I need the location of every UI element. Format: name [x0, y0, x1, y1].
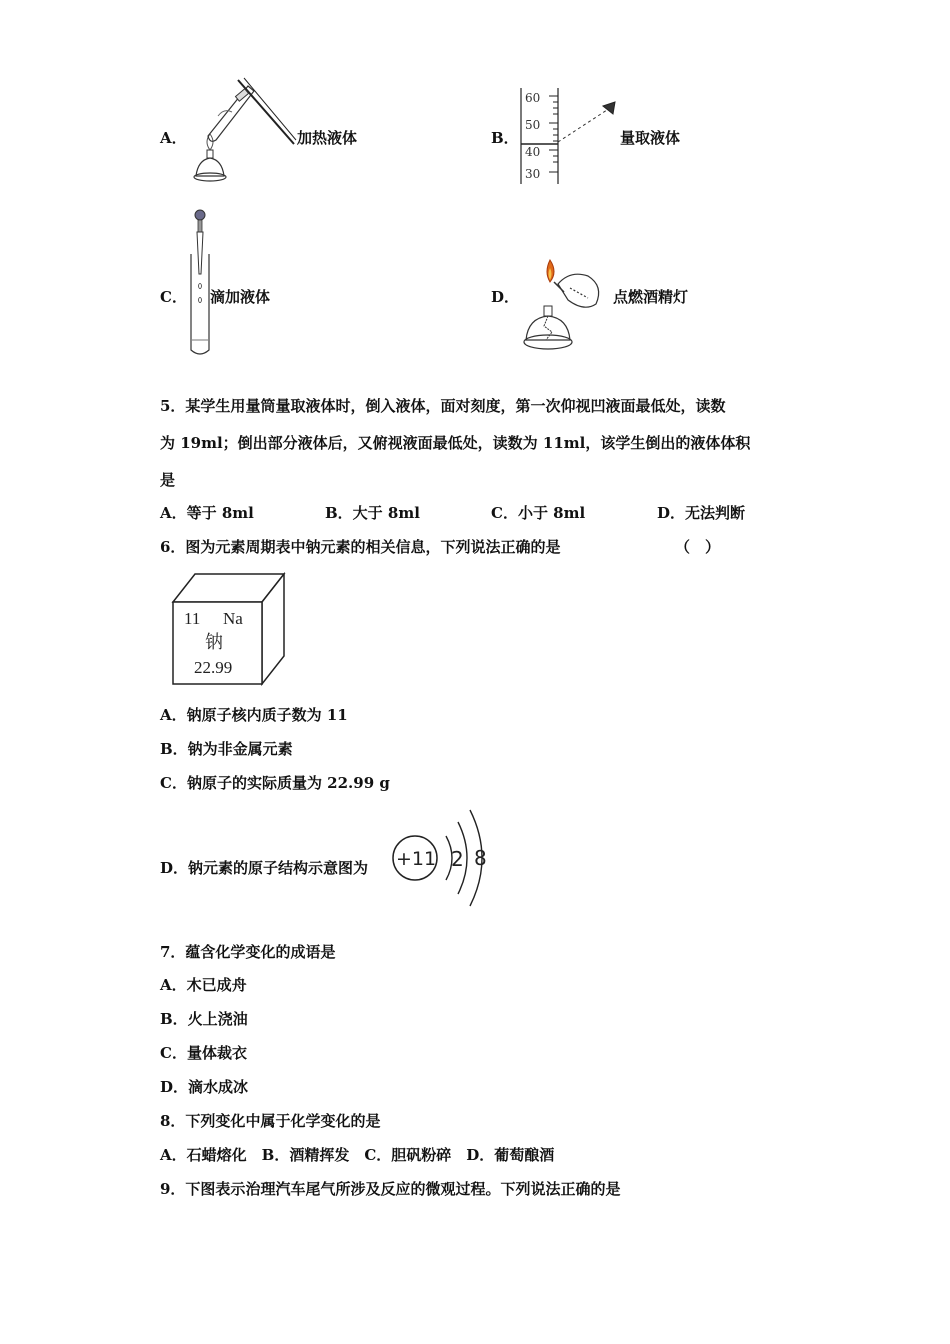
- element-symbol: Na: [223, 609, 243, 628]
- q4-option-c-caption: 滴加液体: [210, 288, 271, 306]
- q5-stem-line-2: 为 19ml；倒出部分液体后，又俯视液面最低处，读数为 11ml，该学生倒出的液体体积: [160, 434, 751, 452]
- scale-60-label: 60: [525, 91, 541, 105]
- q4-option-b-caption: 量取液体: [620, 129, 681, 147]
- q5-stem-line-1: 5．某学生用量筒量取液体时，倒入液体，面对刻度，第一次仰视凹液面最低处，读数: [160, 397, 726, 415]
- q6-option-d: D．钠元素的原子结构示意图为: [160, 859, 369, 877]
- q7-option-d: D．滴水成冰: [160, 1078, 249, 1096]
- q6-option-b: B．钠为非金属元素: [160, 740, 293, 758]
- nucleus-charge: +11: [396, 848, 437, 870]
- q5-stem-line-3: 是: [160, 471, 176, 489]
- sodium-element-card: [170, 572, 288, 686]
- q6-answer-parentheses: （ ）: [675, 538, 721, 556]
- scale-50-label: 50: [525, 118, 541, 132]
- q5-option-b: B．大于 8ml: [325, 504, 420, 522]
- q6-stem: 6．图为元素周期表中钠元素的相关信息，下列说法正确的是: [160, 538, 561, 556]
- q5-option-c: C．小于 8ml: [491, 504, 586, 522]
- q5-option-d: D．无法判断: [657, 504, 746, 522]
- q4-option-a-caption: 加热液体: [297, 129, 358, 147]
- element-atomic-number: 11: [184, 609, 201, 628]
- q4-option-d-caption: 点燃酒精灯: [613, 288, 689, 306]
- element-name: 钠: [205, 632, 223, 653]
- q5-option-a: A．等于 8ml: [160, 504, 254, 522]
- shell-1-electrons: 2: [451, 847, 464, 871]
- measuring-cylinder-illustration: [515, 88, 625, 188]
- lighting-alcohol-lamp-illustration: [518, 252, 618, 356]
- q8-options: A．石蜡熔化 B．酒精挥发 C．胆矾粉碎 D．葡萄酿酒: [160, 1146, 555, 1164]
- sodium-atom-structure-diagram: [390, 808, 495, 908]
- q6-option-a: A．钠原子核内质子数为 11: [160, 706, 348, 724]
- dropping-liquid-illustration: [188, 208, 214, 360]
- q7-option-a: A．木已成舟: [160, 976, 247, 994]
- q7-option-b: B．火上浇油: [160, 1010, 248, 1028]
- eye-icon: [603, 102, 615, 114]
- q7-stem: 7．蕴含化学变化的成语是: [160, 943, 336, 961]
- shell-2-electrons: 8: [474, 846, 487, 870]
- q7-option-c: C．量体裁衣: [160, 1044, 247, 1062]
- q6-option-c: C．钠原子的实际质量为 22.99 g: [160, 774, 390, 792]
- scale-40-label: 40: [525, 145, 541, 159]
- q9-stem: 9．下图表示治理汽车尾气所涉及反应的微观过程。下列说法正确的是: [160, 1180, 621, 1198]
- q4-option-d-letter: D．: [491, 288, 520, 306]
- scale-30-label: 30: [525, 167, 541, 181]
- q4-option-c-letter: C．: [160, 288, 187, 306]
- heating-liquid-illustration: [188, 78, 298, 186]
- q4-option-b-letter: B．: [491, 129, 519, 147]
- element-atomic-mass: 22.99: [194, 658, 233, 677]
- q4-option-a-letter: A．: [160, 129, 187, 147]
- q8-stem: 8．下列变化中属于化学变化的是: [160, 1112, 381, 1130]
